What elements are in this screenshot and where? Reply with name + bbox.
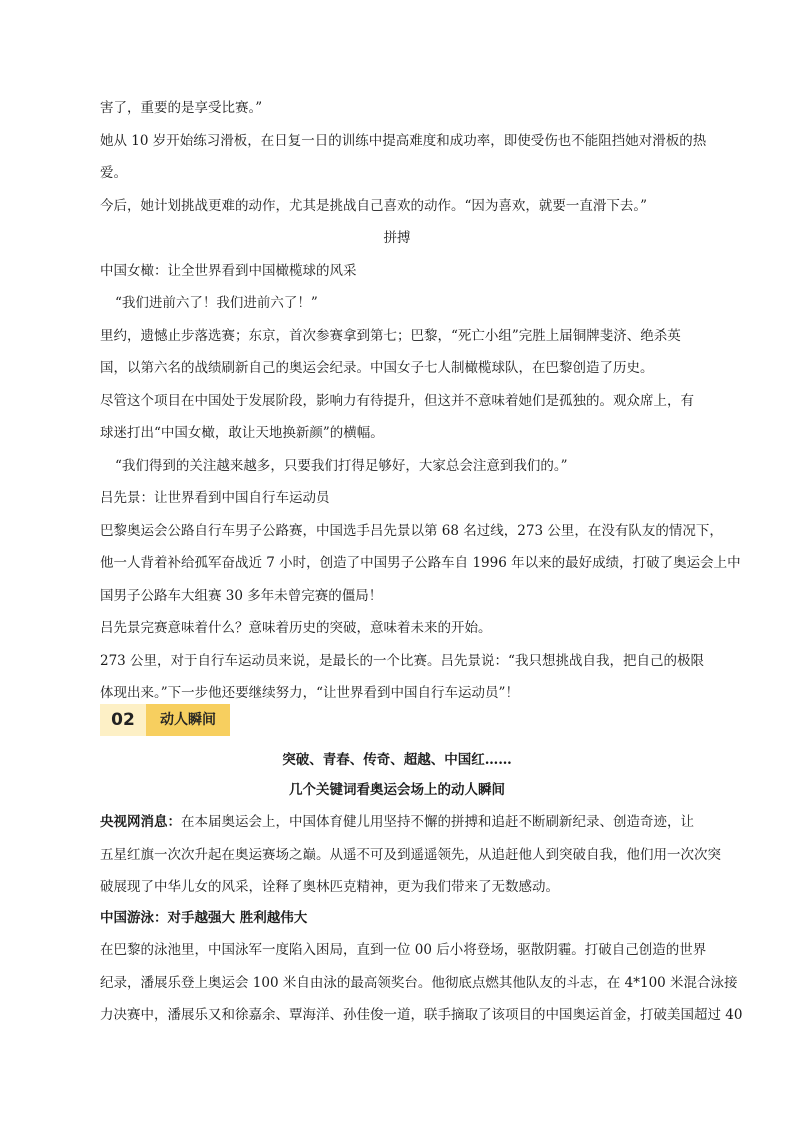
section-badge	[100, 704, 230, 736]
paragraph-line: 吕先景完赛意味着什么？意味着历史的突破，意味着未来的开始。	[100, 620, 492, 636]
paragraph-line	[100, 812, 694, 832]
paragraph-line: 球迷打出“中国女橄，敢让天地换新颜”的横幅。	[100, 425, 384, 441]
section-badge-title: 动人瞬间	[146, 704, 230, 736]
source-label: 央视网消息：	[100, 814, 181, 830]
paragraph-line: 在巴黎的泳池里，中国泳军一度陷入困局，直到一位 00 后小将登场，驱散阴霾。打破自己创造的世界	[100, 942, 707, 958]
subsection-title: 中国女橄：让全世界看到中国橄榄球的风采	[100, 263, 357, 279]
quote-line: “我们进前六了！我们进前六了！”	[115, 295, 318, 311]
section-heading: 拼搏	[383, 230, 411, 246]
paragraph-line: 他一人背着补给孤军奋战近 7 小时，创造了中国男子公路车自 1996 年以来的最好成绩，打破了奥运会上中	[100, 555, 741, 571]
paragraph-line: 五星红旗一次次升起在奥运赛场之巅。从遥不可及到遥遥领先，从追赶他人到突破自我，他们用一次次突	[100, 847, 721, 863]
paragraph-line: 纪录，潘展乐登上奥运会 100 米自由泳的最高领奖台。他彻底点燃其他队友的斗志，在 4*100 米混合泳接	[100, 975, 738, 991]
section-badge-number: 02	[100, 704, 146, 736]
subsection-title: 吕先景：让世界看到中国自行车运动员	[100, 490, 330, 506]
paragraph-line: 国男子公路车大组赛 30 多年未曾完赛的僵局！	[100, 588, 383, 604]
paragraph-line: 273 公里，对于自行车运动员来说，是最长的一个比赛。吕先景说：“我只想挑战自我，把自己的极限	[100, 653, 704, 669]
paragraph-line	[100, 131, 706, 151]
paragraph-line: 里约，遗憾止步落选赛；东京，首次参赛拿到第七；巴黎，“死亡小组”完胜上届铜牌斐济、绝杀英	[100, 328, 681, 344]
paragraph-line: 国，以第六名的战绩刷新自己的奥运会纪录。中国女子七人制橄榄球队，在巴黎创造了历史。	[100, 360, 654, 376]
paragraph-text: 在本届奥运会上，中国体育健儿用坚持不懈的拼搏和追赶不断刷新纪录、创造奇迹，让	[181, 814, 694, 830]
quote-line: “我们得到的关注越来越多，只要我们打得足够好，大家总会注意到我们的。”	[115, 458, 568, 474]
paragraph-line: 尽管这个项目在中国处于发展阶段，影响力有待提升，但这并不意味着她们是孤独的。观众席上，有	[100, 393, 694, 409]
article-subtitle: 几个关键词看奥运会场上的动人瞬间	[289, 782, 505, 798]
paragraph-line: 体现出来。”下一步他还要继续努力，“让世界看到中国自行车运动员”！	[100, 685, 519, 701]
paragraph-line: 爱。	[100, 165, 127, 181]
paragraph-line: 巴黎奥运会公路自行车男子公路赛，中国选手吕先景以第 68 名过线，273 公里，在没有队友的情况下，	[100, 523, 723, 539]
paragraph-line: 破展现了中华儿女的风采，诠释了奥林匹克精神，更为我们带来了无数感动。	[100, 879, 559, 895]
paragraph-line: 害了，重要的是享受比赛。”	[100, 100, 263, 116]
paragraph-line: 力决赛中，潘展乐又和徐嘉余、覃海洋、孙佳俊一道，联手摘取了该项目的中国奥运首金，打破美国超过 40	[100, 1007, 743, 1023]
subsection-title: 中国游泳：对手越强大 胜利越伟大	[100, 910, 308, 926]
paragraph-line: 今后，她计划挑战更难的动作，尤其是挑战自己喜欢的动作。“因为喜欢，就要一直滑下去。”	[100, 198, 648, 214]
article-subtitle: 突破、青春、传奇、超越、中国红……	[282, 752, 512, 768]
paragraph-text: 她从 10 岁开始练习滑板，在日复一日的训练中提高难度和成功率，即使受伤也不能阻挡她对滑板的热	[100, 133, 707, 149]
